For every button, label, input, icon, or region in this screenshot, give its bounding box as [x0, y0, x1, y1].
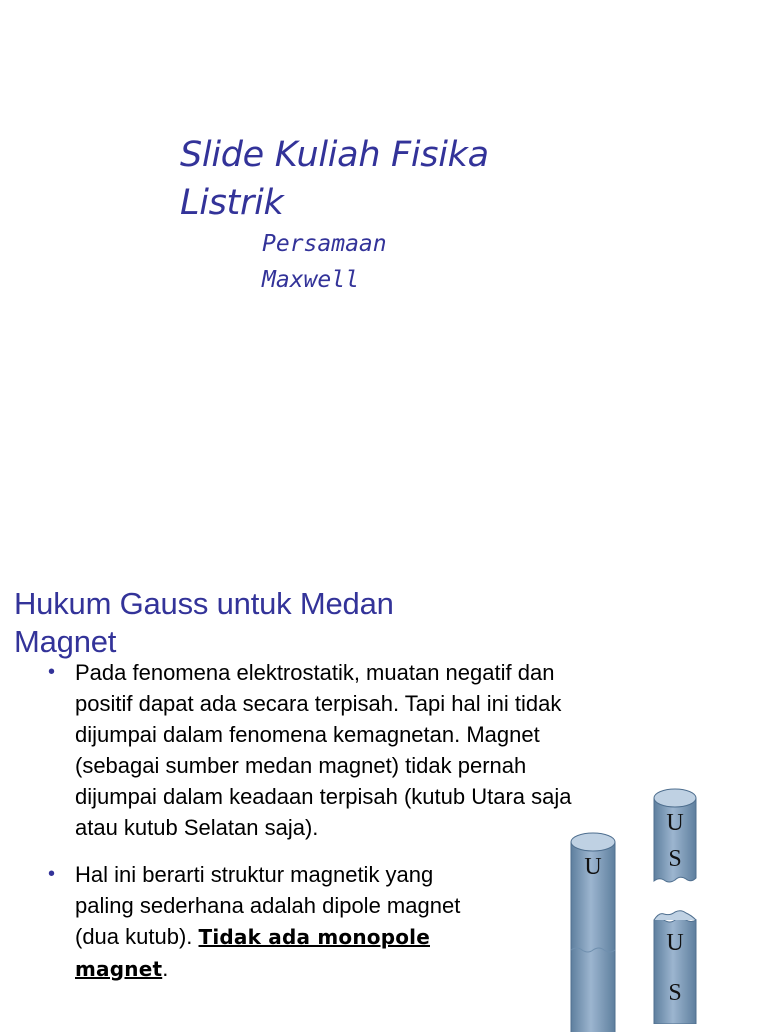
bullet-dot: •: [48, 661, 56, 683]
magnet-bar-whole: [570, 832, 616, 1032]
bullet-1-line: dijumpai dalam keadaan terpisah (kutub Utara saja: [75, 784, 572, 809]
bullet-dot: •: [48, 863, 56, 885]
magnet-piece-upper: [653, 788, 697, 888]
title-line-2: Listrik: [180, 183, 284, 223]
subtitle-line-1: Persamaan: [262, 231, 387, 257]
slide-title-heading: [180, 131, 600, 227]
slide-heading: [14, 585, 534, 661]
bullet-1-line: atau kutub Selatan saja).: [75, 815, 319, 840]
magnet-piece-lower: [653, 910, 697, 1024]
bullet-2-line: paling sederhana adalah dipole magnet: [75, 893, 461, 918]
heading-line-1: Hukum Gauss untuk Medan: [14, 586, 394, 621]
pole-label-north: U: [584, 854, 602, 880]
title-line-1: Slide Kuliah Fisika: [180, 135, 489, 175]
bullet-2-line: (dua kutub).: [75, 924, 199, 949]
bullet-item-1: [48, 657, 668, 843]
pole-label-south: S: [668, 980, 682, 1006]
bullet-2-end: .: [162, 956, 169, 981]
bullet-2-line: Hal ini berarti struktur magnetik yang: [75, 862, 434, 887]
bullet-item-2: [48, 859, 535, 985]
pole-label-north: U: [666, 810, 684, 836]
bullet-1-line: (sebagai sumber medan magnet) tidak pernah: [75, 753, 527, 778]
slide-subtitle: [262, 226, 502, 298]
heading-line-2: Magnet: [14, 624, 117, 659]
bullet-1-line: positif dapat ada secara terpisah. Tapi hal ini tidak: [75, 691, 562, 716]
pole-label-south: S: [668, 846, 682, 872]
subtitle-line-2: Maxwell: [262, 267, 359, 293]
no-monopole-emphasis-1: Tidak ada monopole: [198, 925, 430, 949]
slide-gauss-magnet: [0, 560, 768, 1024]
bullet-1-line: dijumpai dalam fenomena kemagnetan. Magnet: [75, 722, 540, 747]
pole-label-north: U: [666, 930, 684, 956]
magnet-piece-upper-shape: [653, 788, 697, 888]
no-monopole-emphasis-2: magnet: [75, 957, 163, 981]
bullet-1-line: Pada fenomena elektrostatik, muatan negatif dan: [75, 660, 555, 685]
